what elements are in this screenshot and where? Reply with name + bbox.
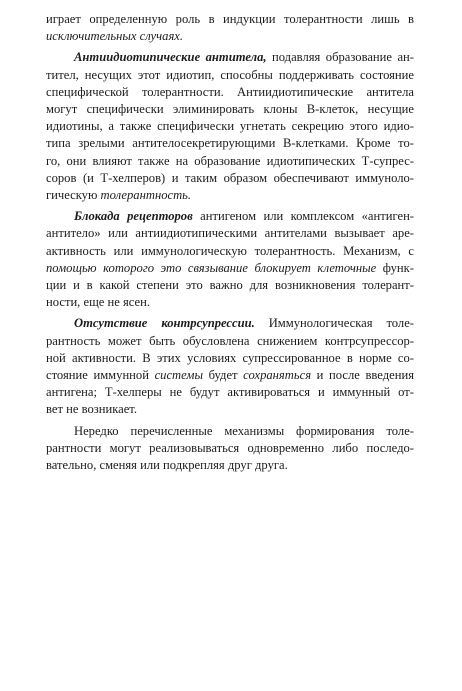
text-run: вательно, сменяя или подкрепляя друг друга. [46,458,288,473]
text-run: Иммунологическая толе- [254,316,414,331]
text-line [46,153,414,170]
text-run: рантности могут реализовываться одновременно либо последо- [46,440,414,455]
text-run: соров (и Т-хелперов) и таким образом обеспечивают иммуноло- [46,170,414,185]
text-run: типа зрелыми антителосекретирующими В-клетками. Кроме то- [46,136,414,151]
text-run: специфической толерантности. Антиидиотипические антитела [46,84,414,99]
text-line [46,118,414,135]
emphasis-run: толерантность. [100,188,192,203]
text-run: играет определенную роль в индукции толерантности лишь в [46,12,414,26]
text-line [46,67,414,84]
paragraph [46,423,414,475]
text-line [46,315,414,332]
text-line [46,225,414,242]
text-line [46,28,414,45]
text-run: ной активности. В этих условиях супрессированное в норме со- [46,350,414,365]
emphasis-run: помощью которого это связывание блокирует клеточные [46,260,377,275]
text-line [46,84,414,101]
text-line [46,440,414,457]
text-line [46,350,414,367]
text-run: подавляя образование ан- [266,50,414,65]
text-line [46,277,414,294]
paragraph [46,11,414,45]
text-line [46,333,414,350]
text-run: будет [203,368,244,383]
emphasis-run: системы [154,368,203,383]
text-line [46,423,414,440]
paragraph [46,208,414,311]
text-line [46,243,414,260]
text-line [46,187,414,204]
text-run: антигена; Т-хелперы не будут активироваться и иммунный от- [46,385,414,400]
text-run: Нередко перечисленные механизмы формирования толе- [74,423,414,438]
text-run: антитело» или антиидиотипическими антителами вызывает аре- [46,226,414,241]
text-run: го, они влияют также на образование идиотипических Т-супрес- [46,153,414,168]
text-run: вет не возникает. [46,402,138,417]
term-heading: Антиидиотипические антитела, [74,50,267,65]
text-run: гическую [46,188,101,203]
emphasis-run: исключительных случаях. [46,29,184,44]
paragraph [46,49,414,204]
text-run: функ- [376,260,414,275]
text-line [46,135,414,152]
text-run: ности, еще не ясен. [46,295,150,310]
text-run: и после введения [311,368,414,383]
text-line [46,384,414,401]
term-heading: Отсутствие контрсупрессии. [74,316,255,331]
text-line [46,457,414,474]
emphasis-run: сохраняться [243,368,312,383]
text-run: ции и в какой степени это важно для возникновения толерант- [46,278,414,293]
text-line [46,101,414,118]
text-line [46,11,414,28]
body-text [46,11,414,478]
text-line [46,401,414,418]
text-line [46,49,414,66]
text-run: тител, несущих этот идиотип, способны поддерживать состояние [46,67,414,82]
text-run: идиотины, а также специфически угнетать секрецию этого идио- [46,119,414,134]
text-line [46,367,414,384]
text-run: рантность может быть обусловлена снижением контрсупрессор- [46,333,414,348]
term-heading: Блокада рецепторов [74,209,193,224]
text-run: активность или иммунологическую толерантность. Механизм, с [46,243,414,258]
text-run: могут специфически элиминировать клоны В-клеток, несущие [46,102,414,117]
text-line [46,260,414,277]
text-run: стояние иммунной [46,368,155,383]
paragraph [46,315,414,418]
text-line [46,294,414,311]
text-line [46,208,414,225]
text-run: антигеном или комплексом «антиген- [192,209,414,224]
text-line [46,170,414,187]
